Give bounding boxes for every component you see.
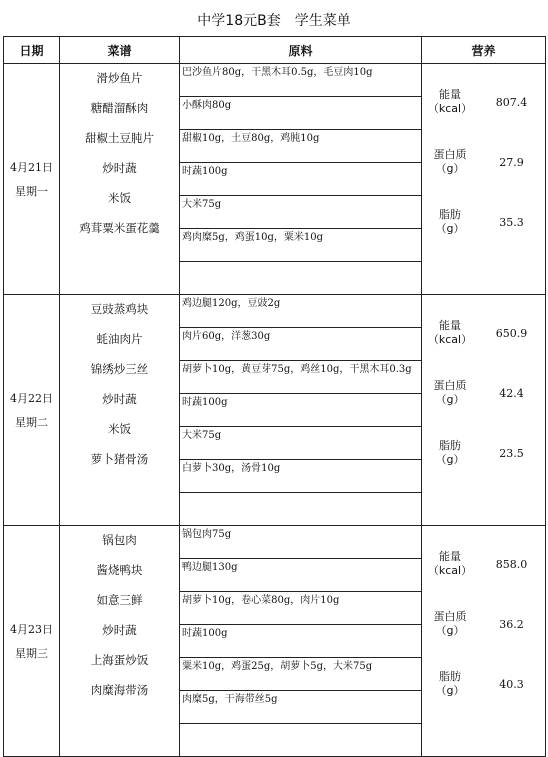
nutrition-item: [422, 423, 545, 483]
dish-item: 炒时蔬: [102, 161, 137, 175]
nutrition-item: [422, 654, 545, 714]
nutrition-value: 35.3: [499, 215, 524, 229]
table-row: [4, 295, 546, 328]
ingredient-cell: 锅包肉75g: [180, 526, 422, 559]
ingredient-cell: 时蔬100g: [180, 163, 422, 196]
dish-item: 炒时蔬: [102, 392, 137, 406]
nutrition-label: [422, 610, 478, 638]
nutrition-label: [422, 379, 478, 407]
nutrition-item: [422, 192, 545, 252]
menu-table: [3, 36, 546, 757]
dish-list: [60, 526, 180, 757]
dish-item: 肉糜海带汤: [90, 683, 149, 697]
nutrition-unit: （g）: [435, 162, 465, 175]
nutrition-value: 23.5: [499, 446, 524, 460]
dish-item: 上海蛋炒饭: [90, 653, 149, 667]
menu-body: [4, 64, 546, 757]
nutrition-label: [422, 439, 478, 467]
dish-list: [60, 295, 180, 526]
nutrition-cell: [422, 295, 546, 526]
nutrition-value: 27.9: [499, 155, 524, 169]
nutrition-unit: （kcal）: [427, 333, 473, 346]
table-row: [4, 526, 546, 559]
dish-item: 鸡茸粟米蛋花羹: [79, 221, 160, 235]
ingredient-cell: 肉片60g，洋葱30g: [180, 328, 422, 361]
ingredient-cell: [180, 724, 422, 757]
ingredient-cell: [180, 262, 422, 295]
nutrition-cell: [422, 64, 546, 295]
nutrition-label: [422, 148, 478, 176]
nutrition-value: 40.3: [499, 677, 524, 691]
dish-item: 锦绣炒三丝: [90, 362, 149, 376]
nutrition-name: 脂肪: [439, 670, 461, 683]
nutrition-unit: （g）: [435, 684, 465, 697]
ingredient-cell: 鸡肉糜5g，鸡蛋10g，粟米10g: [180, 229, 422, 262]
ingredient-cell: 胡萝卜10g，黄豆芽75g，鸡丝10g，干黑木耳0.3g: [180, 361, 422, 394]
nutrition-unit: （g）: [435, 453, 465, 466]
weekday-text: 星期二: [15, 416, 48, 429]
dish-list: [60, 64, 180, 295]
ingredient-cell: 大米75g: [180, 196, 422, 229]
date-text: 4月22日: [10, 392, 53, 405]
nutrition-name: 蛋白质: [433, 148, 467, 161]
nutrition-name: 能量: [439, 88, 461, 101]
nutrition-name: 蛋白质: [433, 379, 467, 392]
nutrition-unit: （g）: [435, 222, 465, 235]
dish-item: 糖醋溜酥肉: [90, 101, 149, 115]
dish-item: 米饭: [108, 422, 131, 436]
header-date: 日期: [4, 37, 60, 64]
nutrition-value: 807.4: [495, 95, 528, 109]
ingredient-cell: 大米75g: [180, 427, 422, 460]
header-nutrition: 营养: [422, 37, 546, 64]
nutrition-item: [422, 132, 545, 192]
header-ingredients: 原料: [180, 37, 422, 64]
ingredient-cell: 时蔬100g: [180, 394, 422, 427]
date-cell: [4, 64, 60, 295]
nutrition-label: [422, 670, 478, 698]
nutrition-unit: （g）: [435, 624, 465, 637]
weekday-text: 星期三: [15, 647, 48, 660]
nutrition-unit: （kcal）: [427, 564, 473, 577]
nutrition-name: 能量: [439, 319, 461, 332]
dish-item: 炒时蔬: [102, 623, 137, 637]
ingredient-cell: 肉糜5g，干海带丝5g: [180, 691, 422, 724]
ingredient-cell: 鸭边腿130g: [180, 559, 422, 592]
date-text: 4月21日: [10, 161, 53, 174]
ingredient-cell: [180, 493, 422, 526]
date-text: 4月23日: [10, 623, 53, 636]
nutrition-value: 650.9: [495, 326, 528, 340]
dish-item: 酱烧鸭块: [96, 563, 143, 577]
date-cell: [4, 295, 60, 526]
nutrition-label: [422, 550, 478, 578]
ingredient-cell: 甜椒10g，土豆80g，鸡肫10g: [180, 130, 422, 163]
nutrition-unit: （g）: [435, 393, 465, 406]
dish-item: 如意三鲜: [96, 593, 143, 607]
ingredient-cell: 胡萝卜10g，卷心菜80g，肉片10g: [180, 592, 422, 625]
nutrition-item: [422, 72, 545, 132]
nutrition-item: [422, 534, 545, 594]
ingredient-cell: 鸡边腿120g，豆豉2g: [180, 295, 422, 328]
dish-item: 豆豉蒸鸡块: [90, 302, 149, 316]
nutrition-unit: （kcal）: [427, 102, 473, 115]
dish-item: 滑炒鱼片: [96, 71, 143, 85]
nutrition-name: 脂肪: [439, 208, 461, 221]
dish-item: 萝卜猪骨汤: [90, 452, 149, 466]
page-title: 中学18元B套 学生菜单: [197, 13, 351, 29]
nutrition-value: 36.2: [499, 617, 524, 631]
nutrition-name: 蛋白质: [433, 610, 467, 623]
nutrition-label: [422, 88, 478, 116]
date-cell: [4, 526, 60, 757]
nutrition-label: [422, 208, 478, 236]
ingredient-cell: 时蔬100g: [180, 625, 422, 658]
nutrition-value: 42.4: [499, 386, 524, 400]
nutrition-label: [422, 319, 478, 347]
header-row: [4, 37, 546, 64]
header-dish: 菜谱: [60, 37, 180, 64]
ingredient-cell: 粟米10g，鸡蛋25g，胡萝卜5g，大米75g: [180, 658, 422, 691]
dish-item: 锅包肉: [102, 533, 137, 547]
ingredient-cell: 巴沙鱼片80g，干黑木耳0.5g，毛豆肉10g: [180, 64, 422, 97]
weekday-text: 星期一: [15, 185, 48, 198]
nutrition-value: 858.0: [495, 557, 528, 571]
table-row: [4, 64, 546, 97]
ingredient-cell: 白萝卜30g，汤骨10g: [180, 460, 422, 493]
dish-item: 米饭: [108, 191, 131, 205]
nutrition-cell: [422, 526, 546, 757]
nutrition-name: 脂肪: [439, 439, 461, 452]
nutrition-item: [422, 594, 545, 654]
nutrition-name: 能量: [439, 550, 461, 563]
dish-item: 蚝油肉片: [96, 332, 143, 346]
ingredient-cell: 小酥肉80g: [180, 97, 422, 130]
nutrition-item: [422, 303, 545, 363]
dish-item: 甜椒土豆肫片: [85, 131, 154, 145]
nutrition-item: [422, 363, 545, 423]
